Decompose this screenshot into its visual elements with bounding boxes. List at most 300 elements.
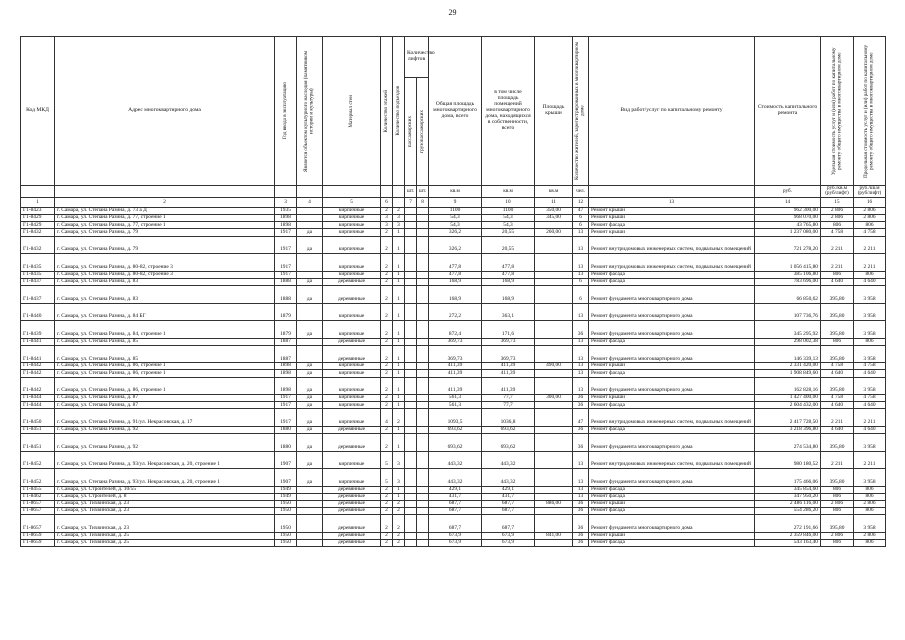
area-total-cell: 369,73 — [429, 345, 482, 363]
column-number-cell: 9 — [429, 197, 482, 207]
wall-material-cell: кирпичные — [323, 207, 381, 214]
mkd-code-cell: Г1-8429 — [21, 215, 55, 222]
floors-cell: 2 — [381, 426, 393, 433]
work-type-cell: Ремонт крыши — [589, 395, 755, 402]
table-row — [21, 254, 886, 272]
area-total-cell: 687,7 — [429, 501, 482, 508]
work-type-cell: Ремонт фасада — [589, 508, 755, 515]
max-cost-cell: 806 — [854, 493, 886, 500]
repair-cost-cell: 66 850,62 — [755, 286, 821, 304]
entrances-cell: 1 — [393, 321, 405, 339]
unit-cost-cell: 4 640 — [821, 402, 854, 409]
area-owned-cell: 443,32 — [482, 451, 535, 469]
column-number-cell: 2 — [55, 197, 275, 207]
wall-material-cell: кирпичные — [323, 402, 381, 409]
heritage-flag-cell: да — [297, 402, 323, 409]
unit-cell: кв.м — [429, 186, 482, 198]
roof-area-cell — [535, 540, 573, 547]
residents-cell: 6 — [573, 286, 589, 304]
roof-area-cell — [535, 402, 573, 409]
column-number-cell: 3 — [275, 197, 297, 207]
area-owned-cell: 171,6 — [482, 321, 535, 339]
lifts-passenger-cell — [405, 363, 417, 370]
repair-cost-cell: 2 331 420,00 — [755, 363, 821, 370]
unit-cell — [21, 186, 55, 198]
floors-cell: 2 — [381, 377, 393, 395]
address-cell: г. Самара, ул. Степана Разина, д. 77, строение 1 — [55, 215, 275, 222]
roof-area-cell — [535, 370, 573, 377]
year-built-cell: 1917 — [275, 395, 297, 402]
address-cell: г. Самара, ул. Строителей, д. 10/55 — [55, 486, 275, 493]
year-built-cell: 1950 — [275, 501, 297, 508]
roof-area-cell — [535, 434, 573, 452]
heritage-flag-cell: да — [297, 469, 323, 487]
floors-cell: 2 — [381, 207, 393, 214]
column-number-cell: 7 — [405, 197, 417, 207]
work-type-cell: Ремонт крыши — [589, 207, 755, 214]
residents-cell: 36 — [573, 402, 589, 409]
entrances-cell: 2 — [393, 409, 405, 427]
lifts-passenger-cell — [405, 493, 417, 500]
heritage-flag-cell: да — [297, 286, 323, 304]
max-cost-cell: 2 806 — [854, 532, 886, 539]
heritage-flag-cell — [297, 508, 323, 515]
address-cell: г. Самара, ул. Степана Разина, д. 85 — [55, 338, 275, 345]
area-owned-cell: 54,3 — [482, 215, 535, 222]
max-cost-cell: 3 958 — [854, 286, 886, 304]
heritage-flag-cell: да — [297, 409, 323, 427]
heritage-flag-cell: да — [297, 278, 323, 285]
repair-cost-cell: 2 604 432,00 — [755, 402, 821, 409]
entrances-cell: 2 — [393, 508, 405, 515]
lifts-passenger-cell — [405, 434, 417, 452]
floors-cell: 2 — [381, 286, 393, 304]
roof-area-cell — [535, 303, 573, 321]
mkd-code-cell: Г1-8441 — [21, 338, 55, 345]
area-total-cell: 443,32 — [429, 469, 482, 487]
entrances-cell: 1 — [393, 377, 405, 395]
unit-cost-cell: 2 806 — [821, 215, 854, 222]
mkd-code-cell: Г1-8451 — [21, 426, 55, 433]
table-row — [21, 451, 886, 469]
heritage-flag-cell — [297, 215, 323, 222]
area-total-cell: 411,39 — [429, 377, 482, 395]
table-row — [21, 434, 886, 452]
header-area-total: Общая площадь многоквартирного дома, всего — [429, 37, 482, 186]
lifts-cargo-cell — [417, 370, 429, 377]
table-row — [21, 426, 886, 433]
work-type-cell: Ремонт фасада — [589, 370, 755, 377]
work-type-cell: Ремонт внутридомовых инженерных систем, подвальных помещений — [589, 236, 755, 254]
unit-cell: кв.м — [482, 186, 535, 198]
area-owned-cell: 369,73 — [482, 338, 535, 345]
entrances-cell: 1 — [393, 278, 405, 285]
year-built-cell: 1935 — [275, 207, 297, 214]
entrances-cell: 1 — [393, 402, 405, 409]
unit-cost-cell: 2 211 — [821, 236, 854, 254]
unit-cost-cell: 4 640 — [821, 370, 854, 377]
table-row — [21, 409, 886, 427]
roof-area-cell: 350,00 — [535, 207, 573, 214]
address-cell: г. Самара, ул. Степана Разина, д. 73 а Д — [55, 207, 275, 214]
area-owned-cell: 20,55 — [482, 229, 535, 236]
repair-cost-cell: 146 339,13 — [755, 345, 821, 363]
area-owned-cell: 363,1 — [482, 303, 535, 321]
mkd-code-cell: Г1-8659 — [21, 540, 55, 547]
mkd-code-cell: Г1-8452 — [21, 451, 55, 469]
residents-cell: 13 — [573, 370, 589, 377]
residents-cell: 36 — [573, 540, 589, 547]
repair-cost-cell: 107 736,76 — [755, 303, 821, 321]
table-row — [21, 303, 886, 321]
max-cost-cell: 806 — [854, 486, 886, 493]
column-numbers-row — [21, 197, 886, 207]
lifts-cargo-cell — [417, 222, 429, 229]
heritage-flag-cell — [297, 338, 323, 345]
residents-cell: 13 — [573, 486, 589, 493]
header-floors: Количество этажей — [381, 37, 393, 186]
roof-area-cell — [535, 508, 573, 515]
roof-area-cell: 260,00 — [535, 229, 573, 236]
max-cost-cell: 4 758 — [854, 229, 886, 236]
heritage-flag-cell: да — [297, 236, 323, 254]
work-type-cell: Ремонт крыши — [589, 501, 755, 508]
wall-material-cell: кирпичные — [323, 409, 381, 427]
lifts-passenger-cell — [405, 402, 417, 409]
table-row — [21, 286, 886, 304]
max-cost-cell: 4 640 — [854, 402, 886, 409]
unit-cost-cell: 395,80 — [821, 286, 854, 304]
heritage-flag-cell: да — [297, 377, 323, 395]
max-cost-cell: 2 806 — [854, 215, 886, 222]
unit-cost-cell: 2 806 — [821, 207, 854, 214]
roof-area-cell — [535, 345, 573, 363]
area-total-cell: 443,32 — [429, 451, 482, 469]
header-max-cost: Предельная стоимость услуг и (или) работ по капитальному ремонту общего имущества в многоквартирном доме — [854, 37, 886, 186]
lifts-cargo-cell — [417, 345, 429, 363]
header-entrances: Количество подъездов — [393, 37, 405, 186]
entrances-cell: 1 — [393, 486, 405, 493]
unit-cost-cell: 806 — [821, 493, 854, 500]
unit-cost-cell: 4 640 — [821, 426, 854, 433]
mkd-code-cell: Г1-8657 — [21, 501, 55, 508]
repair-cost-cell: 980 180,52 — [755, 451, 821, 469]
repair-cost-cell: 1 237 080,00 — [755, 229, 821, 236]
mkd-code-cell: Г1-8462 — [21, 493, 55, 500]
roof-area-cell: 841,00 — [535, 532, 573, 539]
floors-cell: 2 — [381, 370, 393, 377]
unit-cost-cell: 395,80 — [821, 434, 854, 452]
lifts-cargo-cell — [417, 469, 429, 487]
repair-cost-cell: 543 163,40 — [755, 540, 821, 547]
work-type-cell: Ремонт крыши — [589, 363, 755, 370]
max-cost-cell: 2 211 — [854, 409, 886, 427]
mkd-code-cell: Г1-8437 — [21, 278, 55, 285]
work-type-cell: Ремонт фасада — [589, 426, 755, 433]
lifts-cargo-cell — [417, 508, 429, 515]
max-cost-cell: 2 211 — [854, 254, 886, 272]
floors-cell: 2 — [381, 540, 393, 547]
floors-cell: 3 — [381, 215, 393, 222]
column-number-cell: 10 — [482, 197, 535, 207]
wall-material-cell: кирпичные — [323, 395, 381, 402]
heritage-flag-cell — [297, 532, 323, 539]
unit-cell: руб. — [755, 186, 821, 198]
lifts-passenger-cell — [405, 540, 417, 547]
floors-cell: 2 — [381, 338, 393, 345]
mkd-code-cell: Г1-8451 — [21, 434, 55, 452]
floors-cell: 2 — [381, 271, 393, 278]
unit-cost-cell: 2 211 — [821, 451, 854, 469]
lifts-cargo-cell — [417, 207, 429, 214]
header-lifts: Количество лифтов — [405, 37, 429, 78]
unit-cost-cell: 2 211 — [821, 409, 854, 427]
heritage-flag-cell — [297, 345, 323, 363]
mkd-code-cell: Г1-8435 — [21, 271, 55, 278]
table-row — [21, 377, 886, 395]
entrances-cell: 1 — [393, 229, 405, 236]
area-total-cell: 561,3 — [429, 402, 482, 409]
table-row — [21, 236, 886, 254]
area-total-cell: 326,2 — [429, 229, 482, 236]
entrances-cell: 2 — [393, 540, 405, 547]
wall-material-cell: кирпичные — [323, 254, 381, 272]
entrances-cell: 1 — [393, 345, 405, 363]
work-type-cell: Ремонт фасада — [589, 278, 755, 285]
mkd-code-cell: Г1-8423 — [21, 207, 55, 214]
column-number-cell: 6 — [381, 197, 393, 207]
lifts-passenger-cell — [405, 338, 417, 345]
heritage-flag-cell — [297, 222, 323, 229]
header-wall-material: Материал стен — [323, 37, 381, 186]
mkd-code-cell: Г1-8432 — [21, 229, 55, 236]
area-owned-cell: 168,9 — [482, 278, 535, 285]
heritage-flag-cell: да — [297, 395, 323, 402]
column-number-cell: 15 — [821, 197, 854, 207]
lifts-cargo-cell — [417, 451, 429, 469]
table-body — [21, 207, 886, 546]
lifts-cargo-cell — [417, 236, 429, 254]
lifts-cargo-cell — [417, 532, 429, 539]
address-cell: г. Самара, ул. Степана Разина, д. 79 — [55, 229, 275, 236]
lifts-passenger-cell — [405, 303, 417, 321]
year-built-cell: 1880 — [275, 426, 297, 433]
lifts-passenger-cell — [405, 236, 417, 254]
area-total-cell: 1093,5 — [429, 409, 482, 427]
address-cell: г. Самара, ул. Степана Разина, д. 85 — [55, 345, 275, 363]
lifts-passenger-cell — [405, 229, 417, 236]
lifts-passenger-cell — [405, 508, 417, 515]
mkd-code-cell: Г1-8450 — [21, 409, 55, 427]
address-cell: г. Самара, ул. Степана Разина, д. 80-82, строение 3 — [55, 271, 275, 278]
year-built-cell: 1917 — [275, 254, 297, 272]
work-type-cell: Ремонт фундамента многоквартирного дома — [589, 469, 755, 487]
repair-cost-cell: 2 359 846,00 — [755, 532, 821, 539]
wall-material-cell: кирпичные — [323, 321, 381, 339]
lifts-cargo-cell — [417, 486, 429, 493]
area-total-cell: 673,9 — [429, 532, 482, 539]
lifts-passenger-cell — [405, 451, 417, 469]
wall-material-cell: кирпичные — [323, 303, 381, 321]
year-built-cell: 1917 — [275, 402, 297, 409]
roof-area-cell — [535, 222, 573, 229]
address-cell: г. Самара, ул. Степана Разина, д. 91/ул. Некрасовская, д. 17 — [55, 409, 275, 427]
floors-cell: 2 — [381, 486, 393, 493]
area-owned-cell: 429,1 — [482, 486, 535, 493]
entrances-cell: 1 — [393, 303, 405, 321]
lifts-passenger-cell — [405, 501, 417, 508]
year-built-cell: 1949 — [275, 486, 297, 493]
lifts-passenger-cell — [405, 426, 417, 433]
year-built-cell: 1898 — [275, 222, 297, 229]
area-owned-cell: 687,7 — [482, 508, 535, 515]
lifts-passenger-cell — [405, 532, 417, 539]
floors-cell: 2 — [381, 278, 393, 285]
column-number-cell — [393, 197, 405, 207]
lifts-passenger-cell — [405, 370, 417, 377]
area-owned-cell: 693,62 — [482, 434, 535, 452]
unit-cost-cell: 395,80 — [821, 345, 854, 363]
mkd-code-cell: Г1-8440 — [21, 303, 55, 321]
lifts-passenger-cell — [405, 215, 417, 222]
column-number-cell: 12 — [573, 197, 589, 207]
max-cost-cell: 4 640 — [854, 370, 886, 377]
header-unit-cost: Удельная стоимость услуг и (или) работ по капитальному ремонту общего имущества в многоквартирном доме — [821, 37, 854, 186]
unit-cost-cell: 395,80 — [821, 377, 854, 395]
residents-cell: 36 — [573, 532, 589, 539]
repair-cost-cell: 385 106,80 — [755, 271, 821, 278]
wall-material-cell: деревянные — [323, 486, 381, 493]
work-type-cell: Ремонт внутридомовых инженерных систем, подвальных помещений — [589, 254, 755, 272]
unit-cost-cell: 395,80 — [821, 303, 854, 321]
max-cost-cell: 2 211 — [854, 451, 886, 469]
max-cost-cell: 3 958 — [854, 515, 886, 533]
work-type-cell: Ремонт фундамента многоквартирного дома — [589, 345, 755, 363]
residents-cell: 13 — [573, 271, 589, 278]
floors-cell: 5 — [381, 451, 393, 469]
header-row — [21, 37, 886, 78]
lifts-cargo-cell — [417, 215, 429, 222]
lifts-passenger-cell — [405, 321, 417, 339]
header-area-owned: в том числе площадь помещений многоквартирного дома, находящихся в собственности, всего — [482, 37, 535, 186]
repair-cost-cell: 962 300,00 — [755, 207, 821, 214]
lifts-cargo-cell — [417, 229, 429, 236]
column-number-cell: 1 — [21, 197, 55, 207]
residents-cell: 13 — [573, 236, 589, 254]
repair-cost-cell: 175 466,06 — [755, 469, 821, 487]
address-cell: г. Самара, ул. Тихвинская, д. 23 — [55, 501, 275, 508]
area-total-cell: 1100 — [429, 207, 482, 214]
address-cell: г. Самара, ул. Степана Разина, д. 92 — [55, 426, 275, 433]
max-cost-cell: 3 958 — [854, 303, 886, 321]
lifts-cargo-cell — [417, 286, 429, 304]
entrances-cell: 2 — [393, 207, 405, 214]
table-row — [21, 345, 886, 363]
mkd-code-cell: Г1-8452 — [21, 469, 55, 487]
address-cell: г. Самара, ул. Степана Разина, д. 93/ул. Некрасовская, д. 20, строение 1 — [55, 469, 275, 487]
area-total-cell: 272,2 — [429, 303, 482, 321]
address-cell: г. Самара, ул. Степана Разина, д. 79 — [55, 236, 275, 254]
table-row — [21, 395, 886, 402]
roof-area-cell — [535, 451, 573, 469]
table-row — [21, 321, 886, 339]
entrances-cell: 3 — [393, 469, 405, 487]
mkd-code-cell: Г1-8437 — [21, 286, 55, 304]
year-built-cell: 1898 — [275, 377, 297, 395]
entrances-cell: 3 — [393, 215, 405, 222]
roof-area-cell: 490,00 — [535, 363, 573, 370]
area-total-cell: 411,39 — [429, 363, 482, 370]
lifts-passenger-cell — [405, 278, 417, 285]
max-cost-cell: 3 958 — [854, 321, 886, 339]
entrances-cell: 2 — [393, 515, 405, 533]
unit-cost-cell: 395,80 — [821, 321, 854, 339]
residents-cell: 36 — [573, 321, 589, 339]
repair-cost-cell: 554 286,20 — [755, 508, 821, 515]
area-owned-cell: 693,62 — [482, 426, 535, 433]
area-owned-cell: 411,39 — [482, 363, 535, 370]
wall-material-cell: деревянные — [323, 434, 381, 452]
area-total-cell: 872,4 — [429, 321, 482, 339]
year-built-cell: 1907 — [275, 451, 297, 469]
header-cost: Стоимость капитального ремонта — [755, 37, 821, 186]
floors-cell: 2 — [381, 515, 393, 533]
repair-cost-cell: 43 765,80 — [755, 222, 821, 229]
area-total-cell: 477,8 — [429, 271, 482, 278]
wall-material-cell: деревянные — [323, 278, 381, 285]
floors-cell: 2 — [381, 229, 393, 236]
wall-material-cell: деревянные — [323, 540, 381, 547]
year-built-cell: 1898 — [275, 370, 297, 377]
unit-cost-cell: 4 758 — [821, 229, 854, 236]
table-row — [21, 402, 886, 409]
floors-cell: 2 — [381, 321, 393, 339]
header-work-type: Вид работ/услуг по капитальному ремонту — [589, 37, 755, 186]
area-total-cell: 429,1 — [429, 486, 482, 493]
table-row — [21, 215, 886, 222]
repair-cost-cell: 347 950,20 — [755, 493, 821, 500]
heritage-flag-cell — [297, 493, 323, 500]
unit-cost-cell: 806 — [821, 486, 854, 493]
heritage-flag-cell — [297, 515, 323, 533]
floors-cell: 2 — [381, 254, 393, 272]
floors-cell: 2 — [381, 402, 393, 409]
area-owned-cell: 431,7 — [482, 493, 535, 500]
unit-cost-cell: 806 — [821, 540, 854, 547]
column-number-cell: 4 — [297, 197, 323, 207]
area-total-cell: 693,62 — [429, 434, 482, 452]
max-cost-cell: 2 806 — [854, 207, 886, 214]
address-cell: г. Самара, ул. Степана Разина, д. 86, строение 1 — [55, 370, 275, 377]
floors-cell: 2 — [381, 508, 393, 515]
work-type-cell: Ремонт фундамента многоквартирного дома — [589, 303, 755, 321]
year-built-cell: 1887 — [275, 345, 297, 363]
address-cell: г. Самара, ул. Тихвинская, д. 23 — [55, 508, 275, 515]
floors-cell: 5 — [381, 469, 393, 487]
address-cell: г. Самара, ул. Степана Разина, д. 83 — [55, 286, 275, 304]
max-cost-cell: 3 958 — [854, 469, 886, 487]
address-cell: г. Самара, ул. Тихвинская, д. 23 — [55, 515, 275, 533]
max-cost-cell: 4 640 — [854, 278, 886, 285]
address-cell: г. Самара, ул. Степана Разина, д. 83 — [55, 278, 275, 285]
residents-cell: 36 — [573, 395, 589, 402]
unit-cost-cell: 2 806 — [821, 532, 854, 539]
work-type-cell: Ремонт фундамента многоквартирного дома — [589, 321, 755, 339]
unit-cell: кв.м — [535, 186, 573, 198]
header-roof-area: Площадь крыши — [535, 37, 573, 186]
unit-cost-cell: 806 — [821, 271, 854, 278]
residents-cell: 6 — [573, 215, 589, 222]
